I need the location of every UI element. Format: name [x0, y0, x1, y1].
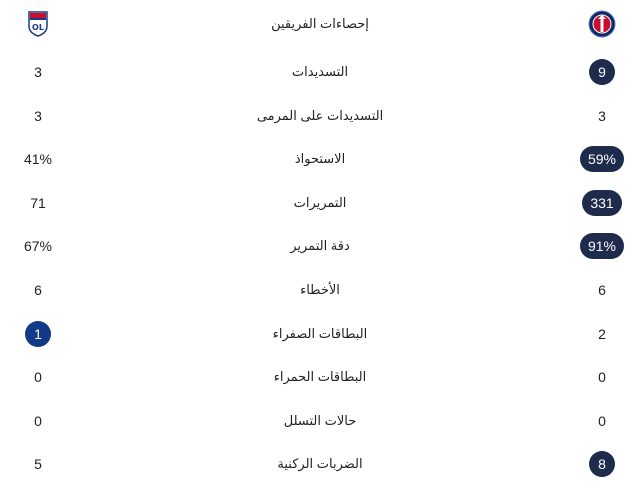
stat-label: التمريرات [293, 195, 347, 210]
home-stat-cell [8, 444, 68, 484]
stats-header-row [0, 4, 640, 44]
home-stat-value: 3 [34, 108, 42, 124]
home-stat-value: 6 [34, 282, 42, 298]
home-stat-value: 0 [34, 413, 42, 429]
home-stat-cell [8, 401, 68, 441]
away-stat-cell [570, 139, 634, 179]
stat-row [0, 270, 640, 310]
away-stat-value: 0 [598, 369, 606, 385]
stat-row [0, 52, 640, 92]
home-stat-cell [8, 314, 68, 354]
stat-row [0, 139, 640, 179]
away-stat-value: 8 [589, 451, 615, 477]
home-stat-cell [8, 357, 68, 397]
lyon-crest-icon [8, 4, 68, 44]
away-stat-cell [570, 52, 634, 92]
away-stat-cell [570, 314, 634, 354]
away-stat-cell [570, 96, 634, 136]
home-stat-value: 3 [34, 64, 42, 80]
stat-label: دقة التمرير [290, 238, 350, 253]
away-stat-value: 6 [598, 282, 606, 298]
home-stat-cell [8, 139, 68, 179]
stat-label: التسديدات على المرمى [256, 108, 384, 123]
away-stat-cell [570, 401, 634, 441]
home-stat-cell [8, 183, 68, 223]
away-stat-value: 9 [589, 59, 615, 85]
away-stat-value: 2 [598, 326, 606, 342]
away-stat-value: 331 [582, 190, 621, 216]
stat-row [0, 444, 640, 484]
stat-row [0, 183, 640, 223]
stat-label: حالات التسلل [283, 413, 357, 428]
stat-label: الأخطاء [300, 282, 340, 297]
stat-row [0, 357, 640, 397]
stat-row [0, 96, 640, 136]
home-stat-cell [8, 226, 68, 266]
home-stat-cell [8, 270, 68, 310]
away-stat-cell [570, 444, 634, 484]
home-stat-value: 1 [25, 321, 51, 347]
away-stat-value: 0 [598, 413, 606, 429]
psg-crest-icon [570, 4, 634, 44]
home-stat-cell [8, 96, 68, 136]
stat-label: البطاقات الحمراء [273, 369, 367, 384]
home-stat-value: 5 [34, 456, 42, 472]
home-stat-value: 0 [34, 369, 42, 385]
away-stat-cell [570, 183, 634, 223]
away-stat-value: 3 [598, 108, 606, 124]
stat-label: الاستحواذ [294, 151, 346, 166]
stat-label: التسديدات [291, 64, 349, 79]
stat-row [0, 314, 640, 354]
stats-title: إحصاءات الفريقين [271, 16, 369, 31]
away-stat-cell [570, 226, 634, 266]
stat-row [0, 401, 640, 441]
stat-row [0, 226, 640, 266]
svg-text:OL: OL [32, 23, 44, 32]
home-stat-value: 41% [23, 151, 53, 167]
home-stat-value: 71 [30, 195, 46, 211]
away-stat-cell [570, 270, 634, 310]
home-stat-cell [8, 52, 68, 92]
away-stat-cell [570, 357, 634, 397]
stat-label: البطاقات الصفراء [272, 326, 368, 341]
away-stat-value: 91% [580, 233, 624, 259]
away-stat-value: 59% [580, 146, 624, 172]
stat-label: الضربات الركنية [277, 456, 363, 471]
home-stat-value: 67% [23, 238, 53, 254]
